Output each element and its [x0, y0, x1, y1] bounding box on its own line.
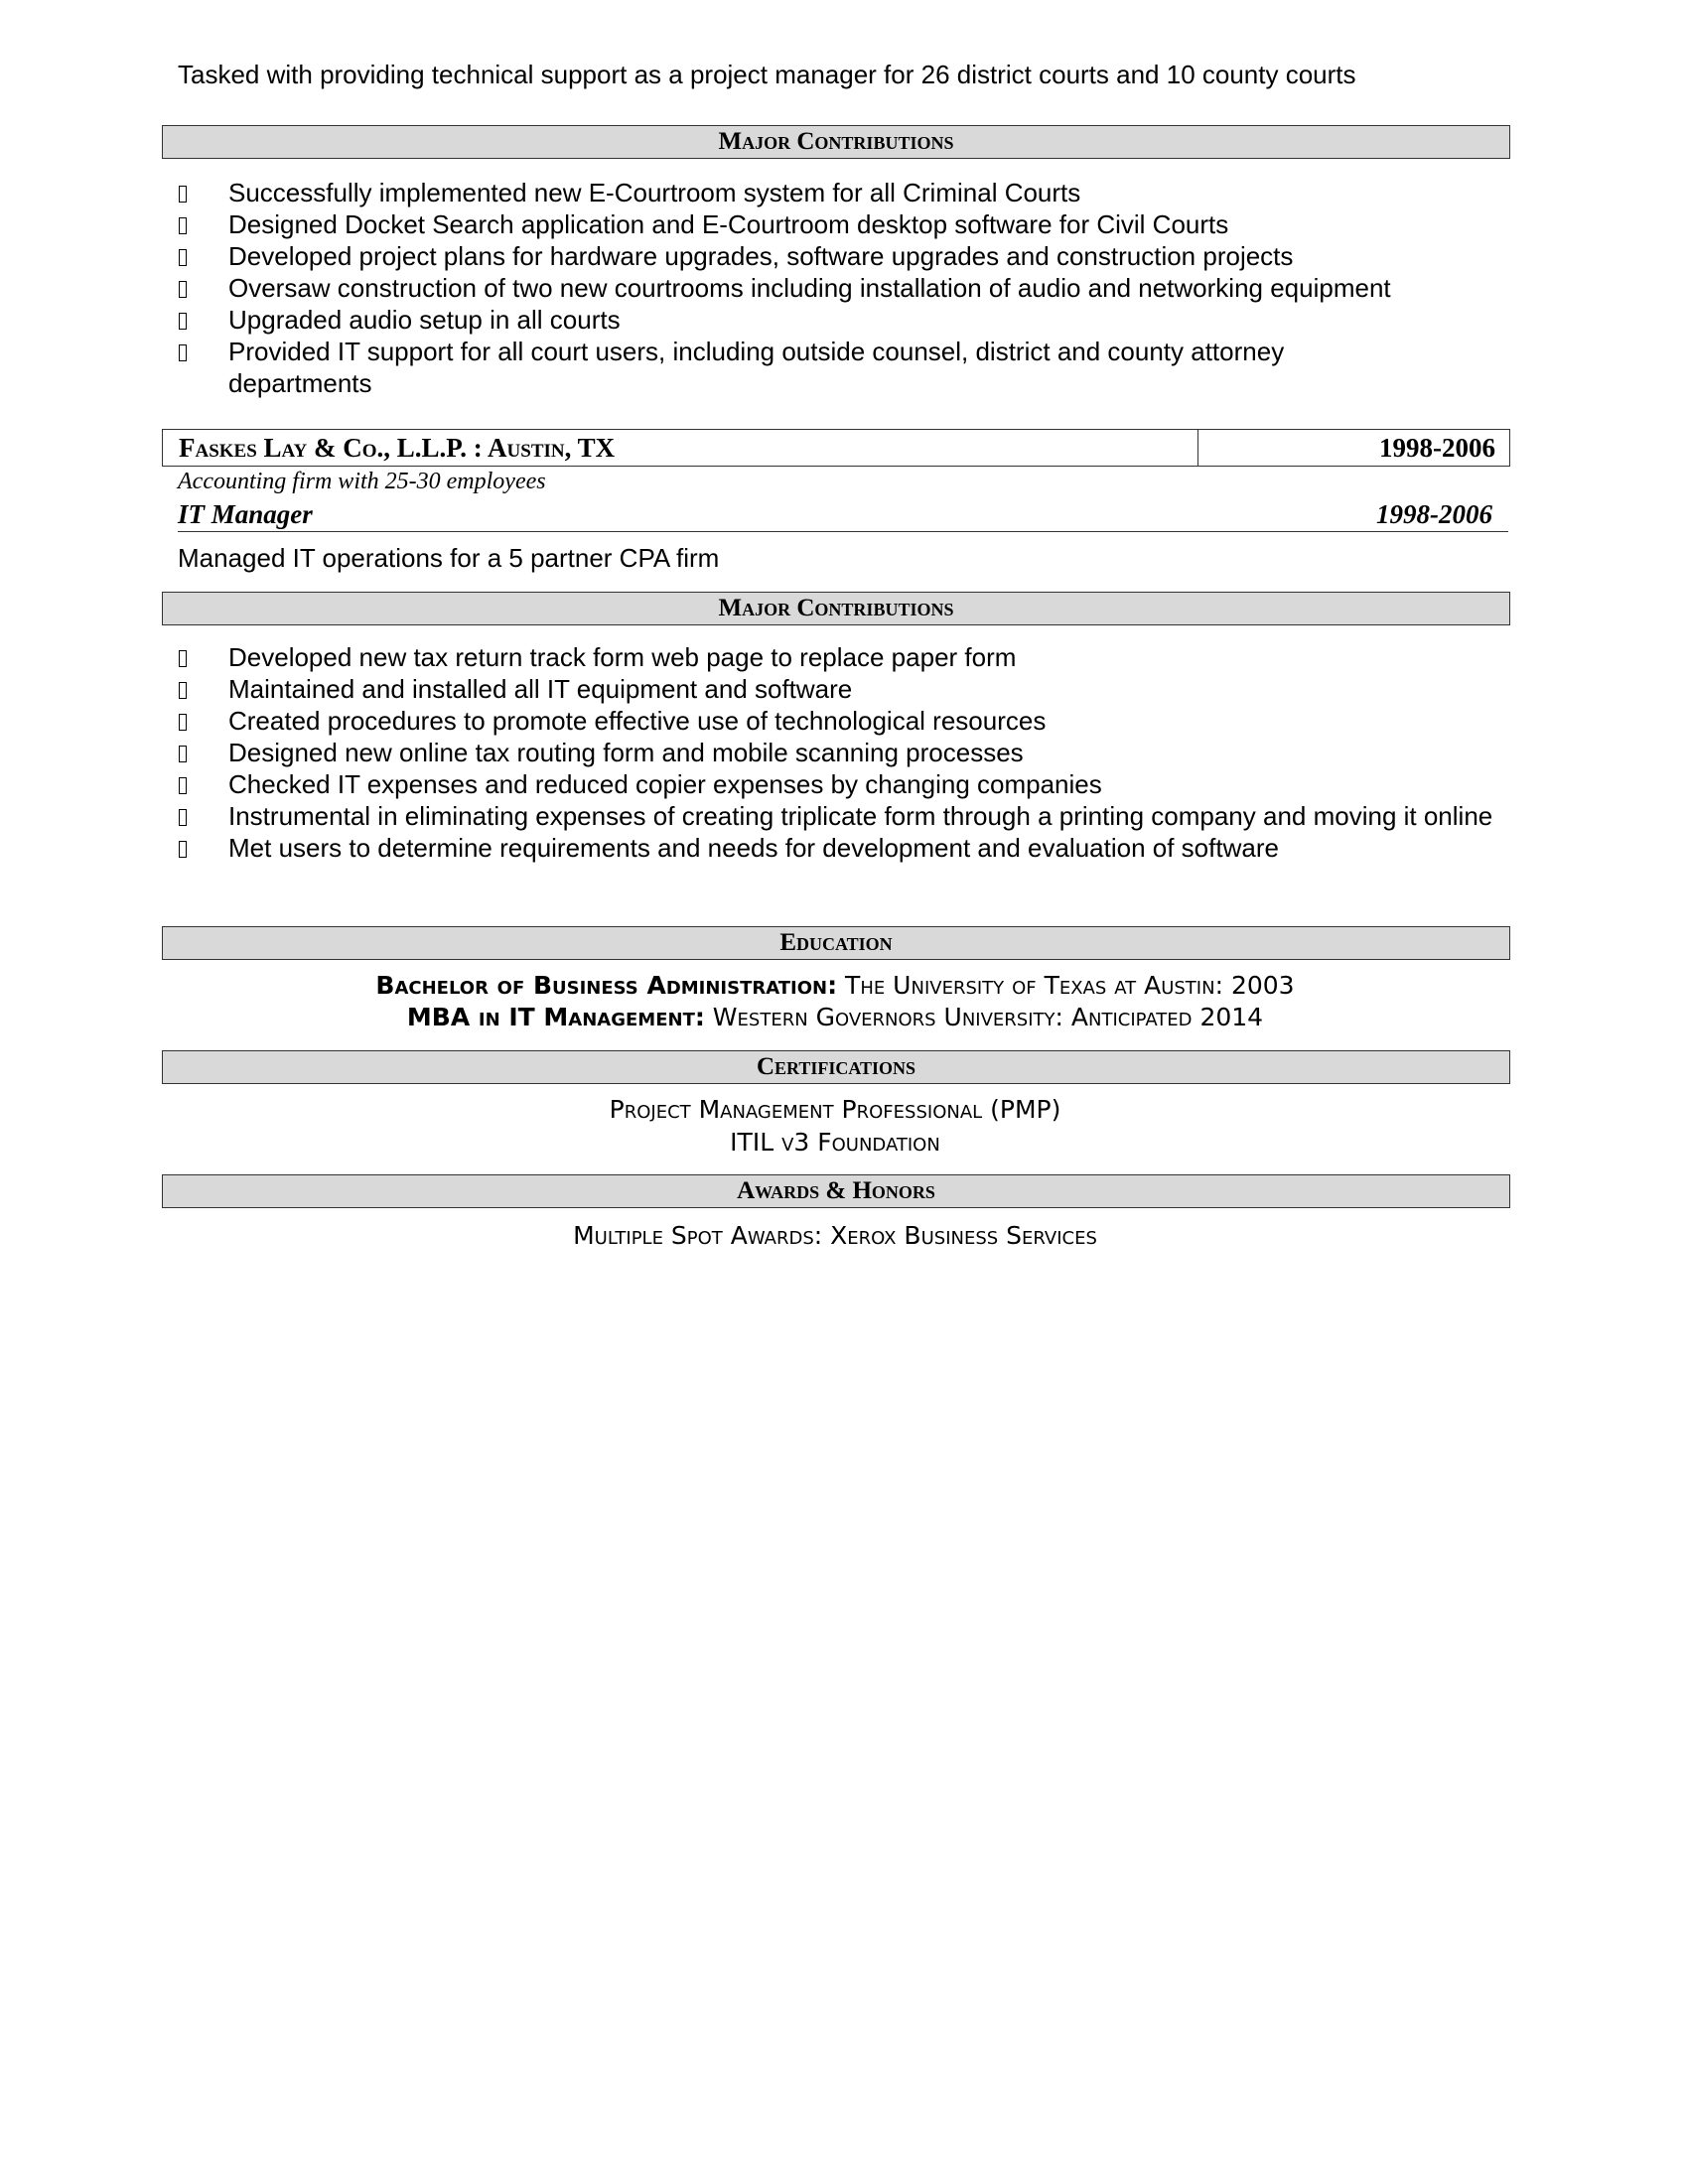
education-item — [162, 970, 1508, 1002]
list-item — [179, 208, 1499, 240]
role-title: IT Manager — [178, 499, 313, 529]
bullet-icon — [179, 682, 187, 699]
bullet-text: Maintained and installed all IT equipment and software — [228, 674, 853, 704]
contributions-list-2 — [179, 641, 1499, 864]
list-item — [179, 673, 1499, 705]
list-item — [179, 800, 1499, 832]
section-header-certifications: Certifications — [162, 1050, 1510, 1084]
school: The University of Texas at Austin: 2003 — [837, 971, 1295, 1000]
bullet-icon — [179, 186, 187, 203]
bullet-text: Designed new online tax routing form and mobile scanning processes — [228, 738, 1024, 767]
bullet-icon — [179, 841, 187, 858]
bullet-text: Met users to determine requirements and needs for development and evaluation of software — [228, 833, 1279, 863]
bullet-icon — [179, 249, 187, 266]
list-item — [179, 177, 1499, 208]
section-header-major-contributions: Major Contributions — [162, 125, 1510, 159]
bullet-text: Instrumental in eliminating expenses of creating triplicate form through a printing company and moving it online — [228, 801, 1493, 831]
degree: MBA in IT Management: — [406, 1003, 705, 1031]
list-item — [179, 304, 1499, 336]
bullet-text: Developed project plans for hardware upgrades, software upgrades and construction projects — [228, 241, 1294, 271]
section-header-major-contributions-2: Major Contributions — [162, 592, 1510, 625]
bullet-icon — [179, 344, 187, 361]
bullet-icon — [179, 714, 187, 731]
bullet-icon — [179, 217, 187, 234]
school: Western Governors University: Anticipated 2014 — [704, 1003, 1264, 1031]
bullet-text: Created procedures to promote effective use of technological resources — [228, 706, 1047, 736]
divider — [1197, 430, 1198, 466]
bullet-text: Successfully implemented new E-Courtroom system for all Criminal Courts — [228, 178, 1081, 207]
contributions-list — [179, 177, 1499, 399]
bullet-icon — [179, 650, 187, 667]
bullet-text: Provided IT support for all court users, including outside counsel, district and county attorney departments — [228, 337, 1285, 398]
list-item — [179, 832, 1499, 864]
award-item: Multiple Spot Awards: Xerox Business Services — [573, 1221, 1097, 1250]
list-item — [179, 705, 1499, 737]
bullet-icon — [179, 313, 187, 330]
bullet-text: Upgraded audio setup in all courts — [228, 305, 621, 335]
company-name: Faskes Lay & Co., L.L.P. : Austin, TX — [179, 433, 616, 463]
bullet-text: Oversaw construction of two new courtrooms including installation of audio and networking equipment — [228, 273, 1391, 303]
bullet-icon — [179, 809, 187, 826]
section-header-awards: Awards & Honors — [162, 1174, 1510, 1208]
bullet-icon — [179, 746, 187, 762]
company-summary: Managed IT operations for a 5 partner CPA firm — [178, 543, 720, 573]
list-item — [179, 336, 1499, 399]
company-years: 1998-2006 — [1379, 433, 1495, 463]
certification-item: Project Management Professional (PMP) — [609, 1095, 1061, 1124]
bullet-text: Designed Docket Search application and E-Courtroom desktop software for Civil Courts — [228, 209, 1229, 239]
bullet-icon — [179, 281, 187, 298]
list-item — [179, 240, 1499, 272]
certification-item: ITIL v3 Foundation — [730, 1128, 940, 1157]
list-item — [179, 768, 1499, 800]
intro-text: Tasked with providing technical support as a project manager for 26 district courts and 10 county courts — [178, 60, 1356, 89]
list-item — [179, 641, 1499, 673]
list-item — [179, 737, 1499, 768]
bullet-text: Developed new tax return track form web page to replace paper form — [228, 642, 1017, 672]
education-item — [162, 1002, 1508, 1033]
degree: Bachelor of Business Administration: — [375, 971, 838, 1000]
role-years: 1998-2006 — [1376, 499, 1492, 529]
bullet-text: Checked IT expenses and reduced copier expenses by changing companies — [228, 769, 1102, 799]
role-row — [178, 499, 1508, 532]
list-item — [179, 272, 1499, 304]
bullet-icon — [179, 777, 187, 794]
section-header-education: Education — [162, 926, 1510, 960]
company-description: Accounting firm with 25-30 employees — [178, 469, 546, 494]
company-header — [162, 429, 1510, 467]
